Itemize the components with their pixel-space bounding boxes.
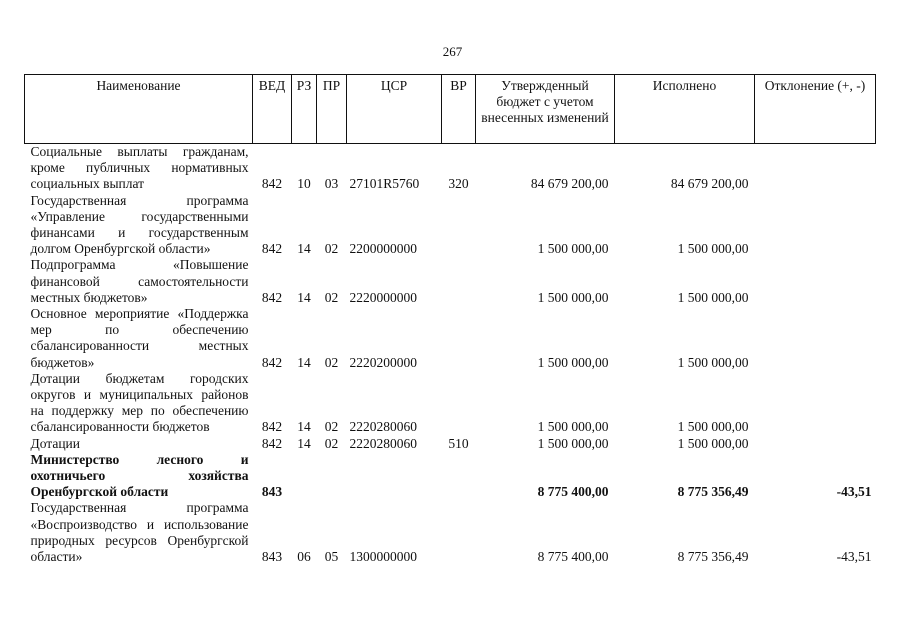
row-deviation bbox=[755, 257, 876, 306]
table-row bbox=[25, 144, 876, 193]
page-number: 267 bbox=[442, 44, 463, 59]
row-executed: 1 500 000,00 bbox=[677, 241, 749, 257]
row-executed: 1 500 000,00 bbox=[677, 289, 749, 305]
row-approved: 1 500 000,00 bbox=[537, 419, 609, 435]
row-ved: 842 bbox=[261, 289, 283, 305]
table-row bbox=[25, 436, 876, 452]
row-vr bbox=[442, 193, 476, 258]
row-vr: 510 bbox=[448, 435, 469, 451]
row-pr: 02 bbox=[324, 354, 339, 370]
row-rz: 14 bbox=[297, 419, 311, 435]
row-vr bbox=[442, 452, 476, 501]
row-csr: 2220280060 bbox=[349, 435, 417, 451]
row-csr: 2200000000 bbox=[349, 241, 417, 257]
table-header-row bbox=[25, 75, 876, 144]
table-row bbox=[25, 500, 876, 565]
table-row bbox=[25, 371, 876, 436]
row-deviation bbox=[755, 436, 876, 452]
row-csr: 2220280060 bbox=[349, 419, 417, 435]
row-name: Министерство лесного и охотничьего хозяйства Оренбургской области bbox=[30, 451, 249, 500]
row-executed: 84 679 200,00 bbox=[670, 176, 749, 192]
row-vr bbox=[442, 500, 476, 565]
row-name: Государственная программа «Управление государственными финансами и государственным долгом Оренбургской области» bbox=[30, 192, 249, 257]
row-ved: 843 bbox=[261, 549, 283, 565]
header-vr: ВР bbox=[442, 75, 476, 144]
row-name: Дотации бюджетам городских округов и муниципальных районов на поддержку мер по обеспечению сбалансированности бюджетов bbox=[30, 370, 249, 435]
header-name: Наименование bbox=[25, 75, 253, 144]
row-name: Государственная программа «Воспроизводство и использование природных ресурсов Оренбургской области» bbox=[30, 500, 249, 565]
table-row bbox=[25, 193, 876, 258]
row-deviation bbox=[755, 371, 876, 436]
row-ved: 842 bbox=[261, 354, 283, 370]
row-rz: 10 bbox=[297, 176, 311, 192]
header-approved: Утвержденный бюджет с учетом внесенных изменений bbox=[476, 75, 615, 144]
row-pr: 05 bbox=[324, 549, 339, 565]
header-rz: РЗ bbox=[292, 75, 317, 144]
row-approved: 8 775 400,00 bbox=[537, 549, 609, 565]
budget-table bbox=[24, 74, 876, 565]
row-ved: 842 bbox=[261, 241, 283, 257]
row-name: Дотации bbox=[30, 435, 81, 451]
row-vr bbox=[442, 371, 476, 436]
header-deviation: Отклонение (+, -) bbox=[755, 75, 876, 144]
row-executed: 1 500 000,00 bbox=[677, 354, 749, 370]
row-executed: 1 500 000,00 bbox=[677, 419, 749, 435]
row-pr: 02 bbox=[324, 289, 339, 305]
row-executed: 8 775 356,49 bbox=[677, 484, 749, 500]
row-deviation bbox=[755, 306, 876, 371]
header-csr: ЦСР bbox=[347, 75, 442, 144]
row-deviation bbox=[755, 144, 876, 193]
row-approved: 8 775 400,00 bbox=[537, 484, 609, 500]
row-pr bbox=[317, 452, 347, 501]
row-rz: 14 bbox=[297, 289, 311, 305]
table-row bbox=[25, 257, 876, 306]
row-ved: 842 bbox=[261, 176, 283, 192]
row-csr: 1300000000 bbox=[349, 549, 417, 565]
row-rz: 14 bbox=[297, 435, 311, 451]
row-name: Социальные выплаты гражданам, кроме публичных нормативных социальных выплат bbox=[30, 144, 249, 192]
row-csr: 2220200000 bbox=[349, 354, 417, 370]
row-deviation: -43,51 bbox=[836, 484, 872, 500]
row-name: Подпрограмма «Повышение финансовой самостоятельности местных бюджетов» bbox=[30, 257, 249, 305]
header-pr: ПР bbox=[317, 75, 347, 144]
row-approved: 1 500 000,00 bbox=[537, 289, 609, 305]
row-vr bbox=[442, 257, 476, 306]
row-approved: 84 679 200,00 bbox=[530, 176, 609, 192]
table-row bbox=[25, 306, 876, 371]
row-csr: 2220000000 bbox=[349, 289, 417, 305]
row-ved: 843 bbox=[261, 484, 283, 500]
row-pr: 02 bbox=[324, 435, 339, 451]
row-executed: 1 500 000,00 bbox=[677, 435, 749, 451]
row-pr: 02 bbox=[324, 241, 339, 257]
row-executed: 8 775 356,49 bbox=[677, 549, 749, 565]
row-approved: 1 500 000,00 bbox=[537, 435, 609, 451]
header-ved: ВЕД bbox=[253, 75, 292, 144]
row-rz: 14 bbox=[297, 241, 311, 257]
row-deviation: -43,51 bbox=[836, 549, 872, 565]
row-approved: 1 500 000,00 bbox=[537, 354, 609, 370]
row-ved: 842 bbox=[261, 419, 283, 435]
row-name: Основное мероприятие «Поддержка мер по обеспечению сбалансированности местных бюджетов» bbox=[30, 306, 249, 370]
row-rz bbox=[292, 452, 317, 501]
row-vr bbox=[442, 306, 476, 371]
row-csr bbox=[347, 452, 442, 501]
row-pr: 03 bbox=[324, 176, 339, 192]
row-csr: 27101R5760 bbox=[349, 176, 420, 192]
row-deviation bbox=[755, 193, 876, 258]
table-row bbox=[25, 452, 876, 501]
row-vr: 320 bbox=[448, 176, 469, 192]
row-rz: 06 bbox=[297, 549, 311, 565]
header-executed: Исполнено bbox=[615, 75, 755, 144]
row-ved: 842 bbox=[261, 435, 283, 451]
row-pr: 02 bbox=[324, 419, 339, 435]
row-approved: 1 500 000,00 bbox=[537, 241, 609, 257]
row-rz: 14 bbox=[297, 354, 311, 370]
